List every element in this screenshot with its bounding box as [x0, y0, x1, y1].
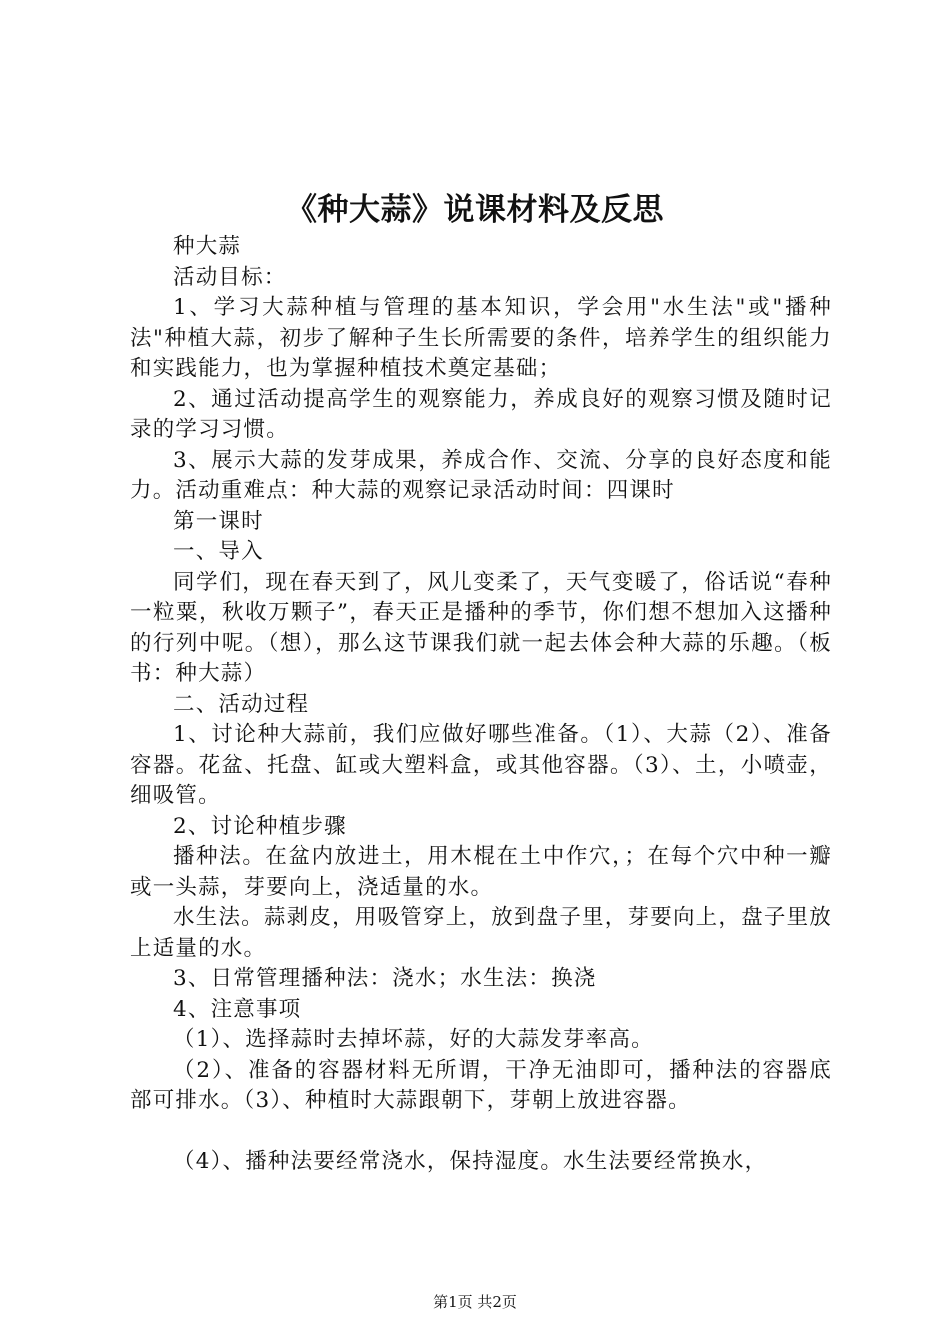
paragraph: （4）、播种法要经常浇水，保持湿度。水生法要经常换水， [173, 1148, 768, 1174]
paragraph: 水生法。蒜剥皮，用吸管穿上，放到盘子里，芽要向上，盘子里放上适量的水。 [130, 905, 832, 961]
paragraph: 同学们，现在春天到了，风儿变柔了，天气变暖了，俗话说“春种一粒粟，秋收万颗子”，春天正是播种的季节，你们想不想加入这播种的行列中呢。（想），那么这节课我们就一起去体会种大蒜的乐趣。（板书：种大蒜） [130, 569, 832, 686]
document-body [130, 232, 832, 1177]
paragraph: 种大蒜 [173, 234, 242, 259]
paragraph: 2、讨论种植步骤 [173, 813, 347, 839]
paragraph: 1、讨论种大蒜前，我们应做好哪些准备。（1）、大蒜（2）、准备容器。花盆、托盘、缸或大塑料盒，或其他容器。（3）、土，小喷壶，细吸管。 [130, 722, 832, 808]
paragraph: 4、注意事项 [173, 996, 302, 1022]
document-title: 《种大蒜》说课材料及反思 [286, 192, 664, 228]
paragraph: 第一课时 [173, 508, 264, 534]
paragraph: 2、通过活动提高学生的观察能力，养成良好的观察习惯及随时记录的学习习惯。 [130, 386, 832, 442]
paragraph: （2）、准备的容器材料无所谓，干净无油即可，播种法的容器底部可排水。（3）、种植时大蒜跟朝下，芽朝上放进容器。 [130, 1057, 832, 1113]
paragraph: （1）、选择蒜时去掉坏蒜，好的大蒜发芽率高。 [173, 1027, 654, 1052]
paragraph: 一、导入 [173, 539, 264, 564]
paragraph: 3、日常管理播种法：浇水；水生法：换浇 [173, 966, 597, 991]
paragraph: 活动目标： [173, 264, 287, 290]
paragraph: 播种法。在盆内放进土，用木棍在土中作穴，；在每个穴中种一瓣或一头蒜，芽要向上，浇适量的水。 [130, 844, 832, 900]
paragraph: 1、学习大蒜种植与管理的基本知识，学会用"水生法"或"播种法"种植大蒜，初步了解种子生长所需要的条件，培养学生的组织能力和实践能力，也为掌握种植技术奠定基础； [130, 295, 832, 381]
paragraph: 二、活动过程 [173, 691, 310, 717]
page-footer: 第1页 共2页 [433, 1293, 517, 1311]
paragraph: 3、展示大蒜的发芽成果，养成合作、交流、分享的良好态度和能力。活动重难点：种大蒜的观察记录活动时间：四课时 [130, 447, 832, 503]
